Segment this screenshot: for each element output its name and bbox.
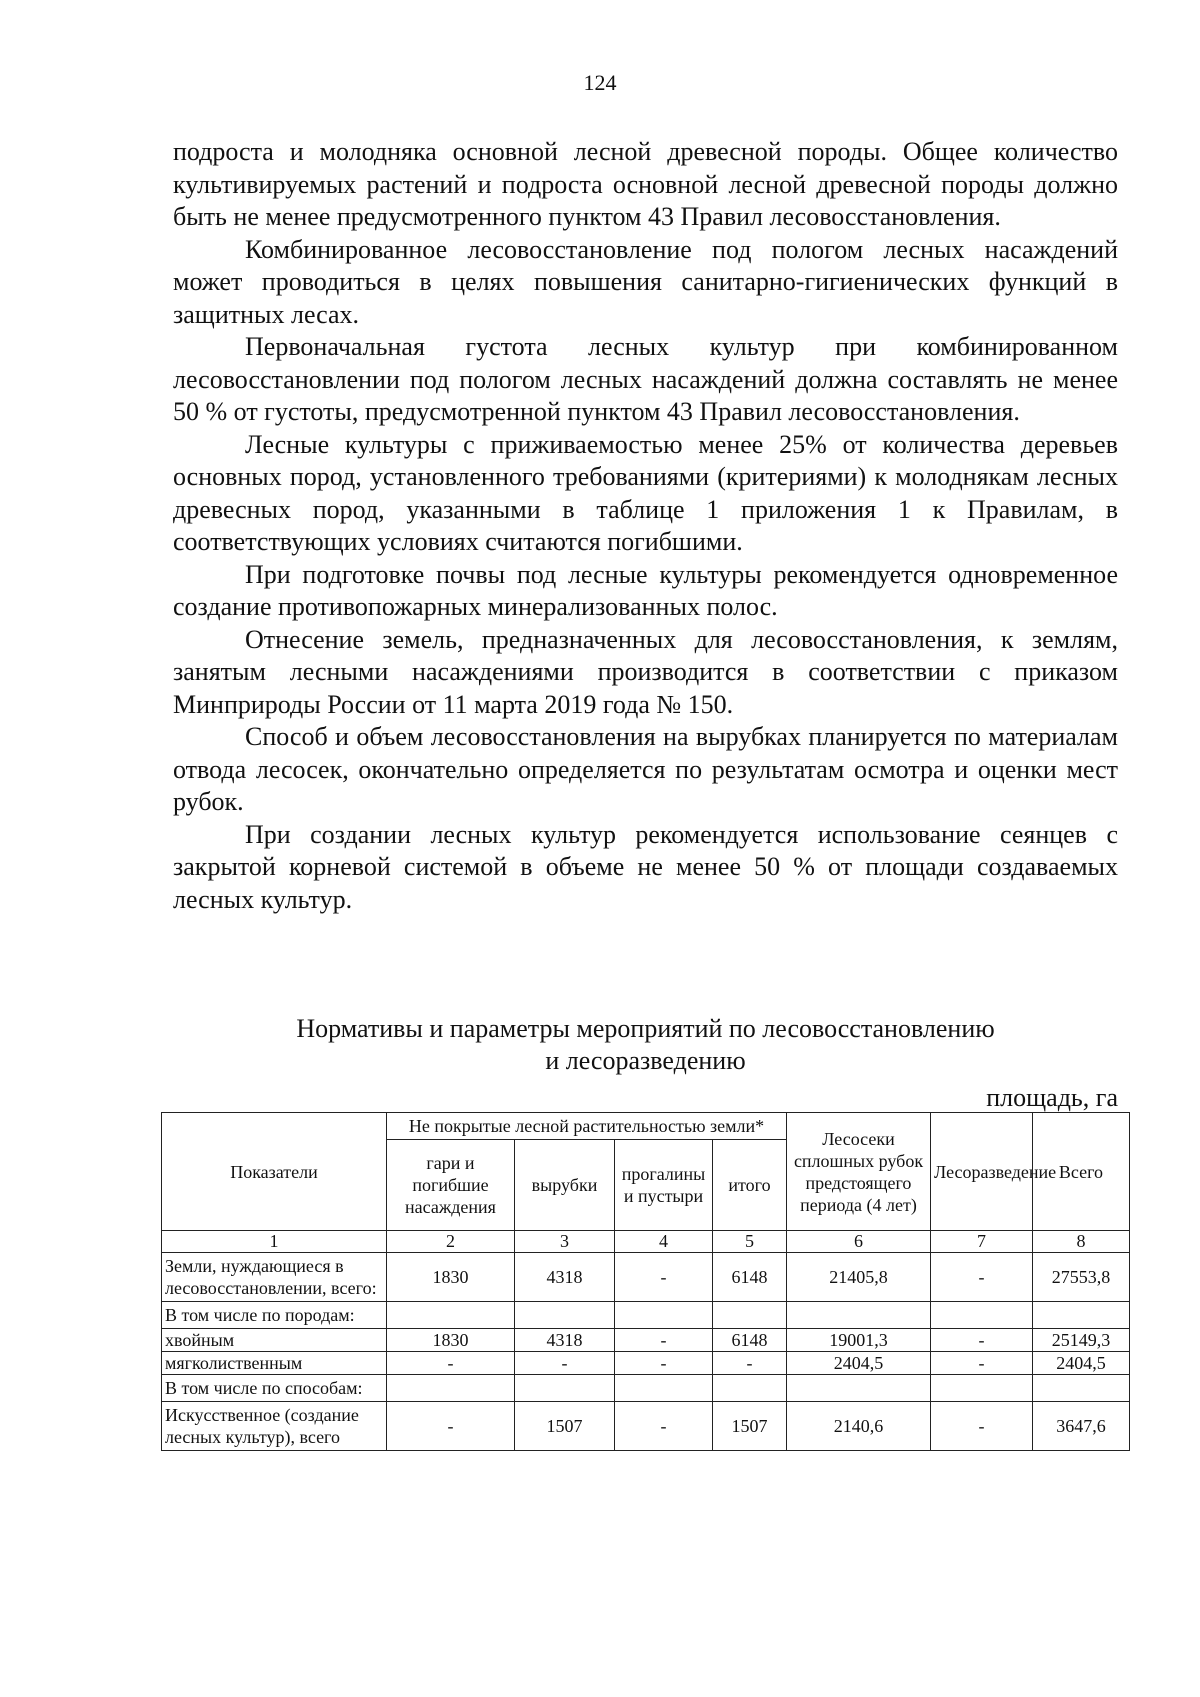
table-row [162, 1302, 1130, 1329]
table-cell: - [931, 1329, 1033, 1352]
header-glades: прогалины и пустыри [615, 1140, 713, 1231]
table-cell: - [931, 1352, 1033, 1375]
header-clearcuts: вырубки [515, 1140, 615, 1231]
column-number: 8 [1033, 1231, 1130, 1253]
column-number: 6 [787, 1231, 931, 1253]
table-cell: 4318 [515, 1329, 615, 1352]
header-total: итого [713, 1140, 787, 1231]
table-row [162, 1375, 1130, 1402]
table-cell: - [387, 1352, 515, 1375]
table-cell [515, 1302, 615, 1329]
paragraph: Лесные культуры с приживаемостью менее 25% от количества деревьев основных пород, установленного требованиями (критериями) к молоднякам лесных древесных пород, указанными в таблице 1 приложения 1 к Правилам, в соответствующих условиях считаются погибшими. [173, 429, 1118, 556]
table-cell: - [713, 1352, 787, 1375]
paragraph: Способ и объем лесовосстановления на вырубках планируется по материалам отвода лесосек, окончательно определяется по результатам осмотра и оценки мест рубок. [173, 722, 1118, 816]
table-cell: 1830 [387, 1253, 515, 1302]
row-label: хвойным [162, 1329, 387, 1352]
column-number: 5 [713, 1231, 787, 1253]
paragraph: При подготовке почвы под лесные культуры рекомендуется одновременное создание противопожарных минерализованных полос. [173, 559, 1118, 621]
header-cutting-areas: Лесосеки сплошных рубок предстоящего периода (4 лет) [787, 1113, 931, 1231]
table-row [162, 1352, 1130, 1375]
paragraph: Комбинированное лесовосстановление под пологом лесных насаждений может проводиться в целях повышения санитарно-гигиенических функций в защитных лесах. [173, 234, 1118, 329]
table-cell: - [615, 1253, 713, 1302]
table-cell [387, 1302, 515, 1329]
column-numbers-row [162, 1231, 1130, 1253]
table-cell [787, 1302, 931, 1329]
table-title [173, 1013, 1118, 1077]
table-cell [1033, 1375, 1130, 1402]
table-cell: 2404,5 [787, 1352, 931, 1375]
table-cell [931, 1302, 1033, 1329]
header-indicators: Показатели [162, 1113, 387, 1231]
table-cell [931, 1375, 1033, 1402]
header-afforestation: Лесоразведение [931, 1113, 1033, 1231]
measures-table [161, 1112, 1130, 1451]
table-header-row [162, 1113, 1130, 1140]
header-uncovered-lands: Не покрытые лесной растительностью земли* [387, 1113, 787, 1140]
table-cell [615, 1302, 713, 1329]
table-cell: 6148 [713, 1253, 787, 1302]
table-cell [713, 1302, 787, 1329]
table-cell [387, 1375, 515, 1402]
table-cell: - [931, 1402, 1033, 1451]
table-cell [615, 1375, 713, 1402]
table-cell: 19001,3 [787, 1329, 931, 1352]
table-cell: 1507 [515, 1402, 615, 1451]
row-label: В том числе по породам: [162, 1302, 387, 1329]
table-cell: 2140,6 [787, 1402, 931, 1451]
table-cell: 3647,6 [1033, 1402, 1130, 1451]
column-number: 4 [615, 1231, 713, 1253]
paragraph: При создании лесных культур рекомендуется использование сеянцев с закрытой корневой системой в объеме не менее 50 % от площади создаваемых лесных культур. [173, 819, 1118, 914]
table-cell [1033, 1302, 1130, 1329]
column-number: 3 [515, 1231, 615, 1253]
table-cell: 21405,8 [787, 1253, 931, 1302]
body-text [173, 136, 1118, 916]
column-number: 1 [162, 1231, 387, 1253]
table-row [162, 1329, 1130, 1352]
row-label: мягколиственным [162, 1352, 387, 1375]
row-label: Земли, нуждающиеся в лесовосстановлении, всего: [162, 1253, 387, 1302]
table-cell: 1507 [713, 1402, 787, 1451]
table-title-line: и лесоразведению [545, 1046, 746, 1075]
unit-label: площадь, га [986, 1083, 1118, 1112]
table-cell: - [615, 1329, 713, 1352]
table-cell [787, 1375, 931, 1402]
table-cell: 4318 [515, 1253, 615, 1302]
table-cell [713, 1375, 787, 1402]
column-number: 7 [931, 1231, 1033, 1253]
table-cell: 6148 [713, 1329, 787, 1352]
table-cell: - [931, 1253, 1033, 1302]
table-cell: - [515, 1352, 615, 1375]
table-row [162, 1253, 1130, 1302]
table-cell: - [615, 1402, 713, 1451]
header-burnt: гари и погибшие насаждения [387, 1140, 515, 1231]
table-cell: - [615, 1352, 713, 1375]
paragraph: подроста и молодняка основной лесной древесной породы. Общее количество культивируемых растений и подроста основной лесной древесной породы должно быть не менее предусмотренного пунктом 43 Правил лесовосстановления. [173, 137, 1118, 231]
table-cell: 1830 [387, 1329, 515, 1352]
paragraph: Первоначальная густота лесных культур при комбинированном лесовосстановлении под пологом лесных насаждений должна составлять не менее 50 % от густоты, предусмотренной пунктом 43 Правил лесовосстановления. [173, 332, 1118, 426]
row-label: В том числе по способам: [162, 1375, 387, 1402]
table-cell: - [387, 1402, 515, 1451]
table-cell [515, 1375, 615, 1402]
table-cell: 27553,8 [1033, 1253, 1130, 1302]
page-number: 124 [583, 70, 617, 95]
row-label: Искусственное (создание лесных культур), всего [162, 1402, 387, 1451]
table-row [162, 1402, 1130, 1451]
table-title-line: Нормативы и параметры мероприятий по лесовосстановлению [296, 1014, 995, 1043]
table-cell: 2404,5 [1033, 1352, 1130, 1375]
header-all: Всего [1033, 1113, 1130, 1231]
paragraph: Отнесение земель, предназначенных для лесовосстановления, к землям, занятым лесными насаждениями производится в соответствии с приказом Минприроды России от 11 марта 2019 года № 150. [173, 624, 1118, 719]
table-cell: 25149,3 [1033, 1329, 1130, 1352]
column-number: 2 [387, 1231, 515, 1253]
